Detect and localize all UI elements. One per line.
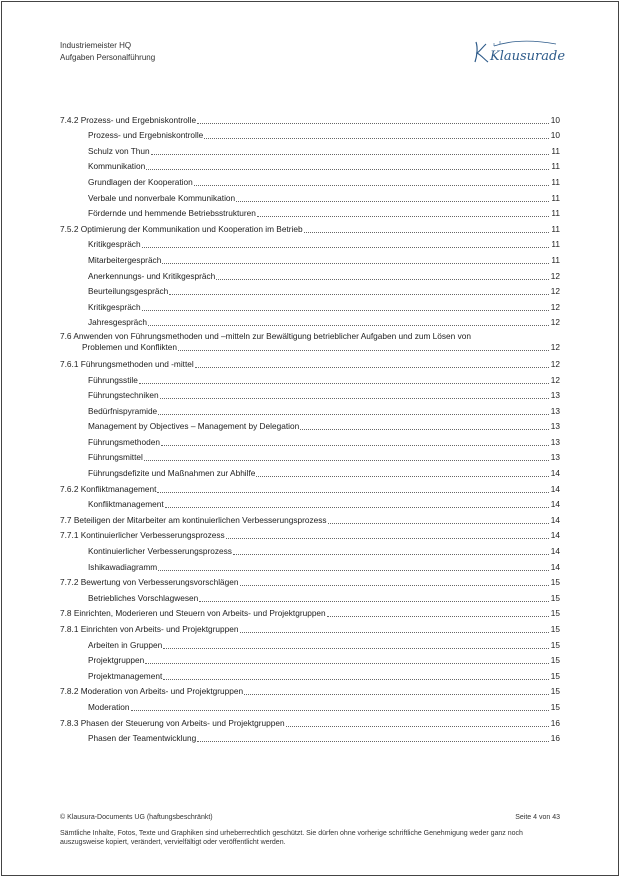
toc-entry[interactable] (60, 283, 560, 299)
toc-entry[interactable] (60, 574, 560, 590)
toc-entry-title: Grundlagen der Kooperation (88, 176, 193, 187)
toc-page-number: 11 (551, 254, 560, 265)
toc-page-number: 15 (550, 670, 560, 681)
toc-page-number: 12 (550, 358, 560, 369)
toc-leader-dots (327, 615, 549, 617)
toc-entry[interactable] (60, 496, 560, 512)
toc-page-number: 15 (550, 624, 560, 634)
toc-entry[interactable] (60, 714, 560, 730)
toc-entry[interactable] (60, 189, 560, 205)
toc-entry[interactable] (60, 298, 560, 314)
footer-copyright: © Klausura-Documents UG (haftungsbeschränkt) (60, 814, 213, 821)
toc-entry[interactable] (60, 314, 560, 330)
toc-page-number: 14 (550, 514, 560, 525)
toc-entry-title: Verbale und nonverbale Kommunikation (88, 192, 236, 203)
toc-page-number: 12 (550, 317, 560, 328)
page-footer (60, 813, 560, 848)
toc-entry[interactable] (60, 173, 560, 189)
toc-entry-title: Kritikgespräch (88, 239, 141, 250)
toc-entry-title: Anerkennungs- und Kritikgespräch (88, 270, 216, 281)
toc-entry-title: 7.6.1 Führungsmethoden und -mittel (60, 358, 194, 369)
toc-entry-title: 7.6 Anwenden von Führungsmethoden und –mitteln zur Bewältigung betrieblicher Aufgaben und zum Lösen von (60, 331, 471, 342)
toc-entry-title: Kontinuierlicher Verbesserungsprozess (88, 546, 232, 557)
toc-page-number: 12 (550, 286, 560, 297)
toc-entry[interactable] (60, 464, 560, 480)
toc-leader-dots (233, 553, 549, 555)
toc-entry-title: Schulz von Thun (88, 145, 150, 156)
toc-leader-dots (146, 168, 549, 170)
toc-leader-dots (163, 678, 549, 680)
toc-entry[interactable] (60, 111, 560, 127)
toc-entry[interactable] (60, 605, 560, 621)
toc-page-number: 15 (550, 701, 560, 712)
toc-entry-title: Führungsmittel (88, 452, 143, 463)
toc-entry-title: Konfliktmanagement (88, 499, 164, 510)
toc-entry[interactable] (60, 220, 560, 236)
toc-entry[interactable] (60, 418, 560, 434)
toc-page-number: 11 (551, 145, 560, 156)
toc-entry[interactable] (60, 667, 560, 683)
footer-legal-notice: Sämtliche Inhalte, Fotos, Texte und Graphiken sind urheberrechtlich geschützt. Sie dürfen ohne vorherige schriftliche Genehmigung weder ganz noch auszugsweise kopiert, verändert, vervielfältigt oder veröffentlicht werden. (60, 829, 523, 846)
toc-entry-title: Projektmanagement (88, 670, 163, 681)
toc-entry[interactable] (60, 267, 560, 283)
toc-entry[interactable] (60, 331, 560, 355)
header-line-1: Industriemeister HQ (60, 41, 132, 50)
toc-page-number: 11 (551, 192, 560, 203)
toc-entry[interactable] (60, 620, 560, 636)
toc-page-number: 15 (550, 592, 560, 603)
toc-page-number: 15 (550, 686, 560, 697)
toc-leader-dots (165, 506, 549, 508)
toc-leader-dots (194, 184, 549, 186)
toc-leader-dots (178, 349, 549, 351)
toc-entry-title: 7.8.1 Einrichten von Arbeits- und Projektgruppen (60, 624, 239, 634)
toc-entry-title: Betriebliches Vorschlagwesen (88, 592, 199, 603)
toc-entry-title: Arbeiten in Gruppen (88, 639, 163, 650)
toc-leader-dots (151, 153, 549, 155)
toc-leader-dots (139, 382, 549, 384)
toc-page-number: 11 (551, 239, 560, 250)
toc-page-number: 14 (550, 468, 560, 479)
toc-leader-dots (161, 444, 549, 446)
toc-page-number: 15 (550, 655, 560, 666)
toc-entry-title: Bedürfnispyramide (88, 405, 158, 416)
toc-leader-dots (240, 631, 550, 633)
toc-page-number: 10 (550, 130, 560, 141)
toc-page-number: 15 (550, 608, 560, 619)
toc-page-number: 15 (550, 639, 560, 650)
toc-entry[interactable] (60, 542, 560, 558)
toc-entry[interactable] (60, 449, 560, 465)
toc-entry-title: Kritikgespräch (88, 301, 141, 312)
toc-leader-dots (197, 122, 549, 124)
toc-entry-title: Führungstechniken (88, 390, 159, 401)
toc-entry[interactable] (60, 371, 560, 387)
toc-entry[interactable] (60, 355, 560, 371)
toc-page-number: 15 (550, 577, 560, 588)
toc-leader-dots (328, 522, 549, 524)
toc-entry-title: Jahresgespräch (88, 317, 148, 328)
toc-entry-title: Kommunikation (88, 161, 146, 172)
toc-entry[interactable] (60, 730, 560, 746)
toc-leader-dots (244, 693, 549, 695)
toc-entry-title: 7.6.2 Konfliktmanagement (60, 483, 157, 494)
toc-entry-title: Beurteilungsgespräch (88, 286, 169, 297)
toc-entry[interactable] (60, 402, 560, 418)
toc-leader-dots (226, 537, 549, 539)
toc-entry-title: Prozess- und Ergebniskontrolle (88, 130, 204, 141)
toc-entry-title: Führungsstile (88, 374, 138, 385)
toc-entry-title: 7.4.2 Prozess- und Ergebniskontrolle (60, 114, 197, 125)
toc-page-number: 11 (551, 223, 560, 234)
klausurade-logo (472, 36, 576, 66)
toc-entry[interactable] (60, 127, 560, 143)
toc-entry-title: 7.8 Einrichten, Moderieren und Steuern von Arbeits- und Projektgruppen (60, 608, 326, 619)
toc-page-number: 13 (550, 436, 560, 447)
toc-page-number: 16 (550, 717, 560, 728)
toc-entry-title: Fördernde und hemmende Betriebsstrukturen (88, 208, 256, 219)
toc-entry[interactable] (60, 589, 560, 605)
toc-entry-title: Mitarbeitergespräch (88, 254, 162, 265)
toc-leader-dots (286, 725, 549, 727)
toc-leader-dots (144, 459, 549, 461)
toc-leader-dots (204, 137, 549, 139)
toc-entry-title: Moderation (88, 701, 130, 712)
toc-entry[interactable] (60, 652, 560, 668)
toc-entry-title: 7.7.1 Kontinuierlicher Verbesserungsprozess (60, 530, 225, 541)
toc-leader-dots (142, 309, 549, 311)
toc-leader-dots (145, 662, 549, 664)
toc-entry-title: Ishikawadiagramm (88, 561, 158, 572)
toc-page-number: 11 (551, 208, 560, 219)
footer-page-number: Seite 4 von 43 (515, 814, 560, 821)
toc-page-number: 11 (551, 161, 560, 172)
toc-entry-title: 7.5.2 Optimierung der Kommunikation und Kooperation im Betrieb (60, 223, 303, 234)
toc-leader-dots (158, 569, 549, 571)
toc-entry-title: 7.7 Beteiligen der Mitarbeiter am kontinuierlichen Verbesserungsprozess (60, 514, 327, 525)
toc-leader-dots (148, 324, 549, 326)
toc-leader-dots (304, 231, 549, 233)
toc-entry[interactable] (60, 683, 560, 699)
toc-page-number: 12 (550, 342, 560, 353)
toc-page-number: 13 (550, 452, 560, 463)
toc-leader-dots (236, 200, 549, 202)
toc-leader-dots (158, 413, 549, 415)
toc-entry-title: Führungsmethoden (88, 436, 160, 447)
toc-leader-dots (163, 647, 549, 649)
toc-entry[interactable] (60, 251, 560, 267)
toc-entry[interactable] (60, 142, 560, 158)
toc-entry[interactable] (60, 698, 560, 714)
toc-page-number: 13 (550, 421, 560, 432)
toc-leader-dots (195, 366, 549, 368)
toc-entry[interactable] (60, 387, 560, 403)
toc-leader-dots (257, 215, 549, 217)
toc-entry-title: Führungsdefizite und Maßnahmen zur Abhilfe (88, 468, 256, 479)
toc-page-number: 12 (550, 301, 560, 312)
toc-entry[interactable] (60, 527, 560, 543)
table-of-contents (60, 111, 560, 745)
toc-leader-dots (131, 709, 549, 711)
toc-entry-title: 7.8.2 Moderation von Arbeits- und Projektgruppen (60, 686, 244, 697)
page-header (60, 40, 155, 64)
toc-page-number: 12 (550, 374, 560, 385)
toc-leader-dots (197, 740, 549, 742)
toc-leader-dots (240, 584, 550, 586)
toc-page-number: 14 (550, 546, 560, 557)
toc-entry-title: Management by Objectives – Management by Delegation (88, 421, 300, 432)
header-line-2: Aufgaben Personalführung (60, 53, 156, 62)
toc-page-number: 12 (550, 270, 560, 281)
toc-entry[interactable] (60, 236, 560, 252)
toc-entry[interactable] (60, 433, 560, 449)
toc-leader-dots (142, 246, 549, 248)
toc-leader-dots (160, 397, 549, 399)
toc-entry-title: Phasen der Teamentwicklung (88, 733, 197, 744)
toc-entry-title: Projektgruppen (88, 655, 145, 666)
toc-leader-dots (256, 475, 549, 477)
toc-page-number: 10 (550, 114, 560, 125)
toc-leader-dots (216, 278, 549, 280)
toc-leader-dots (162, 262, 549, 264)
toc-entry-title: 7.8.3 Phasen der Steuerung von Arbeits- und Projektgruppen (60, 717, 285, 728)
toc-page-number: 13 (550, 405, 560, 416)
toc-entry[interactable] (60, 205, 560, 221)
toc-page-number: 16 (550, 733, 560, 744)
toc-entry[interactable] (60, 158, 560, 174)
toc-page-number: 14 (550, 530, 560, 541)
toc-entry[interactable] (60, 636, 560, 652)
toc-page-number: 13 (550, 390, 560, 401)
logo-text: Klausurade (490, 49, 566, 64)
toc-entry-title-continued: Problemen und Konflikten (82, 342, 178, 353)
toc-page-number: 11 (551, 176, 560, 187)
toc-leader-dots (199, 600, 549, 602)
toc-page-number: 14 (550, 499, 560, 510)
toc-entry[interactable] (60, 480, 560, 496)
toc-entry[interactable] (60, 511, 560, 527)
toc-leader-dots (157, 491, 549, 493)
toc-page-number: 14 (550, 561, 560, 572)
toc-entry[interactable] (60, 558, 560, 574)
toc-leader-dots (169, 293, 549, 295)
toc-leader-dots (300, 428, 549, 430)
toc-entry-title: 7.7.2 Bewertung von Verbesserungsvorschlägen (60, 577, 239, 588)
toc-page-number: 14 (550, 483, 560, 494)
